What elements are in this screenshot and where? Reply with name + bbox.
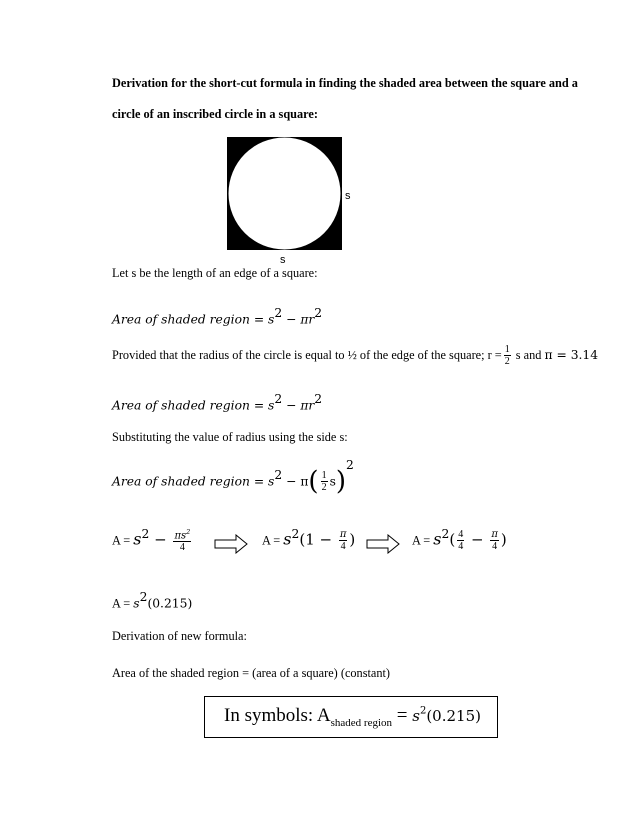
symbols-formula: In symbols: $A_{shaded region} = s^2(0.215)$	[224, 705, 481, 729]
heading-line-1: Derivation for the short-cut formula in finding the shaded area between the square and a	[112, 76, 578, 90]
arrow-icon-2	[366, 534, 400, 554]
area-shaded-text: Area of the shaded region = (area of a square) (constant)	[112, 666, 391, 680]
provided-text: Provided that the radius of the circle is equal to ½ of the edge of the square; r = $\frac{1}{2}$ s and π = 3.14	[112, 344, 599, 367]
substituting-text: Substituting the value of radius using the side s:	[112, 430, 348, 444]
heading-line-2: circle of an inscribed circle in a square:	[112, 107, 318, 121]
circle-shape	[229, 138, 341, 250]
result-formula: $A = s^2(0.215)$	[112, 590, 193, 611]
inscribed-circle-figure	[227, 137, 377, 267]
let-s-text: Let s be the length of an edge of a square:	[112, 266, 318, 280]
arrow-icon-1	[214, 534, 248, 554]
formula-area-2: Area of shaded region = $s^2 - \pi r^2$	[112, 392, 323, 413]
derivation-new-text: Derivation of new formula:	[112, 629, 247, 643]
formula-step-1: $A = s^2$ − $\frac{\pi s^2}{4}$	[112, 527, 191, 553]
formula-area-1: Area of shaded region = $s^2 - \pi r^2$	[112, 306, 323, 327]
formula-area-3: Area of shaded region = $s^2 - \pi$( $\frac{1}{2}$ s)$^2$	[112, 458, 354, 497]
formula-step-3: $A = s^2$( $\frac{4}{4}$ − $\frac{\pi}{4}$ )	[412, 527, 507, 552]
side-label-bottom: s	[280, 254, 286, 266]
formula-step-2: $A = s^2(1$ − $\frac{\pi}{4}$ )	[262, 527, 356, 552]
symbols-formula-box	[204, 696, 498, 738]
side-label-right: s	[345, 190, 351, 202]
